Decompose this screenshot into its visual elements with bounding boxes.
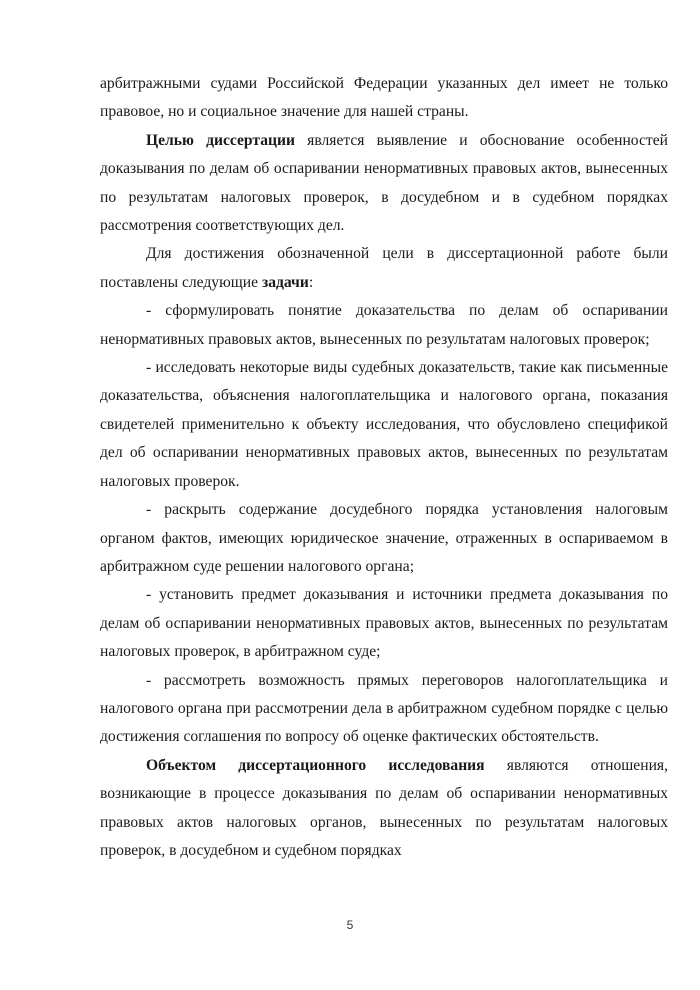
paragraph-continuation: арбитражными судами Российской Федерации указанных дел имеет не только правовое, но и социальное значение для нашей страны. xyxy=(100,75,668,121)
page-number: 5 xyxy=(346,918,354,932)
goal-text: является выявление и обоснование особенностей доказывания по делам об оспаривании ненормативных правовых актов, вынесенных по результатам налоговых проверок, в досудебном и в судебном порядках рассмотрения соответствующих дел. xyxy=(100,131,668,235)
task-item-2: - исследовать некоторые виды судебных доказательств, такие как письменные доказательства, объяснения налогоплательщика и налогового органа, показания свидетелей применительно к объекту исследования, что обусловлено спецификой дел об оспаривании ненормативных правовых актов, вынесенных по результатам налоговых проверок. xyxy=(100,359,668,490)
paragraph-tasks-intro xyxy=(100,240,668,297)
goal-heading: Целью диссертации xyxy=(146,131,296,149)
tasks-intro-text: Для достижения обозначенной цели в диссертационной работе были поставлены следующие xyxy=(100,245,668,291)
paragraph-object xyxy=(100,752,668,866)
tasks-heading: задачи xyxy=(261,273,309,291)
object-heading: Объектом диссертационного исследования xyxy=(146,756,485,774)
task-item-3: - раскрыть содержание досудебного порядка установления налоговым органом фактов, имеющих юридическое значение, отраженных в оспариваемом в арбитражном суде решении налогового органа; xyxy=(100,501,668,575)
task-item-1: - сформулировать понятие доказательства по делам об оспаривании ненормативных правовых актов, вынесенных по результатам налоговых проверок; xyxy=(100,302,668,348)
paragraph-goal xyxy=(100,127,668,241)
task-item-5: - рассмотреть возможность прямых переговоров налогоплательщика и налогового органа при рассмотрении дела в арбитражном судебном порядке с целью достижения соглашения по вопросу об оценке фактических обстоятельств. xyxy=(100,671,668,746)
task-item-4: - установить предмет доказывания и источники предмета доказывания по делам об оспаривании ненормативных правовых актов, вынесенных по результатам налоговых проверок, в арбитражном суде; xyxy=(100,586,668,661)
object-text: являются отношения, возникающие в процессе доказывания по делам об оспаривании ненормативных правовых актов налоговых органов, вынесенных по результатам налоговых проверок, в досудебном и судебном порядках xyxy=(100,756,668,859)
document-body xyxy=(100,70,668,865)
tasks-colon: : xyxy=(308,273,314,291)
